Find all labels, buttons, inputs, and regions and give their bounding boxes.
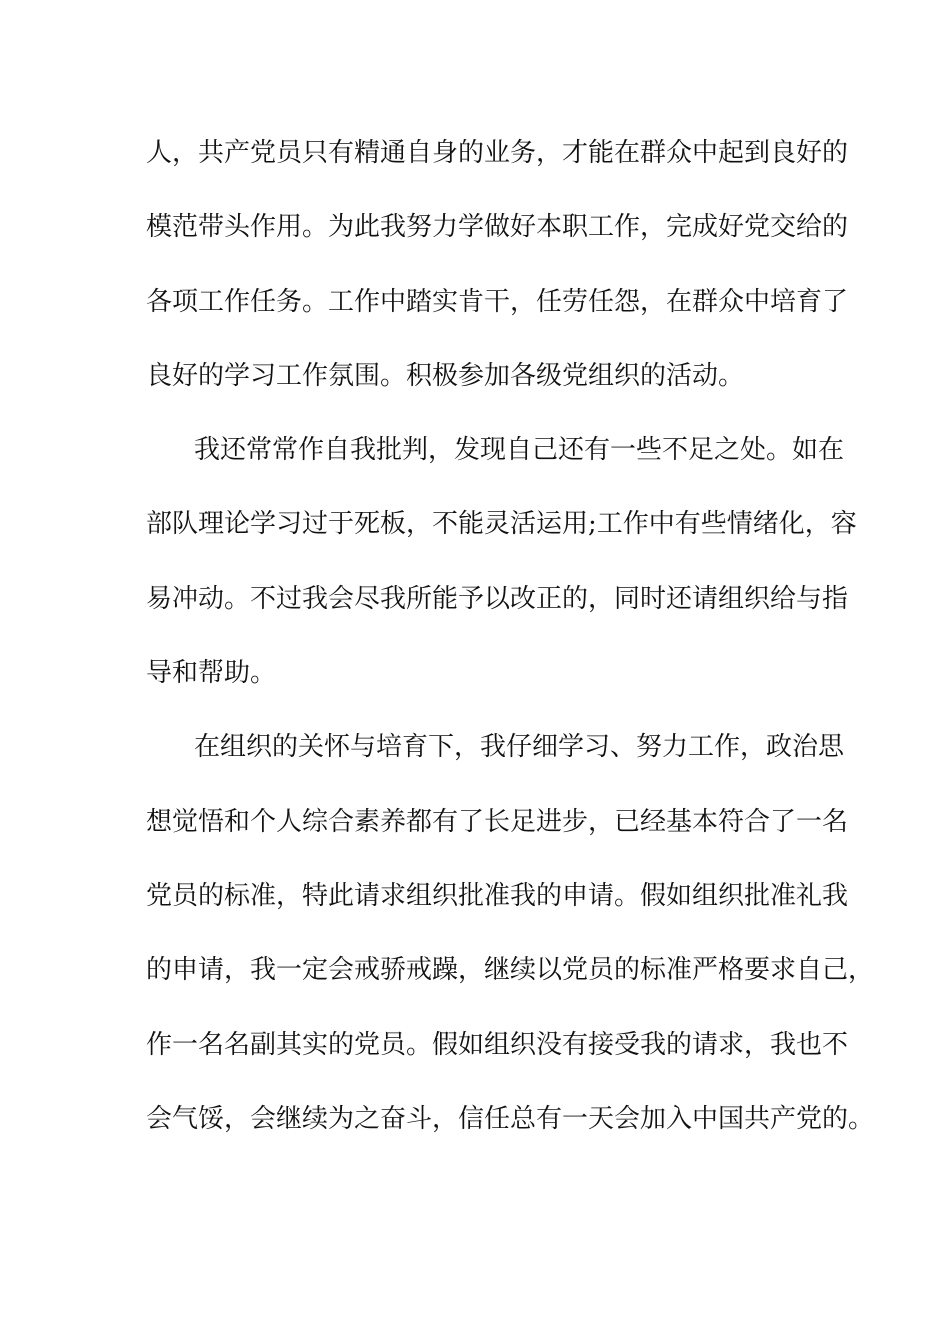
text-line: 模范带头作用。为此我努力学做好本职工作，完成好党交给的 xyxy=(146,212,849,243)
text-line: 良好的学习工作氛围。积极参加各级党组织的活动。 xyxy=(146,360,745,391)
paragraph-first-line: 我还常常作自我批判，发现自己还有一些不足之处。如在 xyxy=(194,435,845,466)
text-line: 想觉悟和个人综合素养都有了长足进步，已经基本符合了一名 xyxy=(146,806,849,837)
text-line: 会气馁，会继续为之奋斗，信任总有一天会加入中国共产党的。 xyxy=(146,1103,875,1134)
text-line: 易冲动。不过我会尽我所能予以改正的，同时还请组织给与指 xyxy=(146,583,849,614)
text-line: 人，共产党员只有精通自身的业务，才能在群众中起到良好的 xyxy=(146,138,849,168)
text-line: 党员的标准，特此请求组织批准我的申请。假如组织批准礼我 xyxy=(146,880,849,911)
text-line: 作一名名副其实的党员。假如组织没有接受我的请求，我也不 xyxy=(146,1029,849,1060)
text-line: 各项工作任务。工作中踏实肯干，任劳任怨，在群众中培育了 xyxy=(146,286,849,317)
text-line: 的申请，我一定会戒骄戒躁，继续以党员的标准严格要求自己， xyxy=(146,955,875,986)
text-line: 部队理论学习过于死板，不能灵活运用;工作中有些情绪化，容 xyxy=(146,509,857,540)
text-line: 导和帮助。 xyxy=(146,658,277,689)
paragraph-first-line: 在组织的关怀与培育下，我仔细学习、努力工作，政治思 xyxy=(194,732,845,763)
document-body xyxy=(146,128,875,1168)
